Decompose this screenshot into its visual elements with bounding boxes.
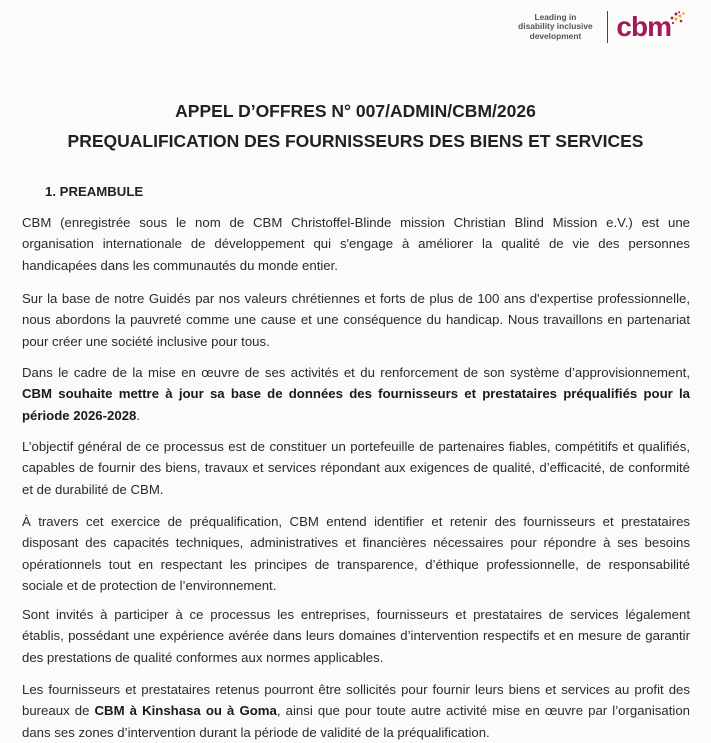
paragraph-5: À travers cet exercice de préqualification, CBM entend identifier et retenir des fournisseurs et prestataires disposant des capacités techniques, administratives et financières nécessaires pour répondre à ses besoins opérationnels tout en respectant les principes de transparence, d’éthique professionnelle, de responsabilité sociale et de protection de l’environnement. [22,514,690,593]
cbm-logo [511,10,671,44]
paragraph-2: Sur la base de notre Guidés par nos valeurs chrétiennes et forts de plus de 100 ans d'expertise professionnelle, nous abordons la pauvreté comme une cause et une conséquence du handicap. Nous travaillons en partenariat pour créer une société inclusive pour tous. [22,291,690,349]
paragraph-7-bold: CBM à Kinshasa ou à Goma [94,703,277,719]
paragraph-7-text: Les fournisseurs et prestataires retenus pourront être sollicités pour fournir leurs biens et services au profit des bureaux de [22,682,690,719]
section-heading-preambule: 1. PREAMBULE [45,184,144,199]
paragraph-3-text: Dans le cadre de la mise en œuvre de ses activités et du renforcement de son système d’approvisionnement, [22,365,690,380]
paragraph-4: L’objectif général de ce processus est de constituer un portefeuille de partenaires fiables, compétitifs et qualifiés, capables de fournir des biens, travaux et services répondant aux exigences de qualité, d’efficacité, de conformité et de durabilité de CBM. [22,439,690,497]
paragraph-3 [22,362,690,426]
brand-wordmark [616,13,671,41]
tagline-line-3: development [529,30,582,41]
paragraph-7-end: , ainsi que pour toute autre activité mise en œuvre par l’organisation dans ses zones d’intervention durant la période de validité de la préqualification. [22,703,690,740]
brand-dots-icon [669,11,685,25]
paragraph-6: Sont invités à participer à ce processus les entreprises, fournisseurs et prestataires de services légalement établis, possédant une expérience avérée dans leurs domaines d’intervention respectifs et en mesure de garantir des prestations de qualité conformes aux normes applicables. [22,607,690,665]
title-line-2: PREQUALIFICATION DES FOURNISSEURS DES BIENS ET SERVICES [67,131,644,151]
title-line-1: APPEL D’OFFRES N° 007/ADMIN/CBM/2026 [175,101,536,121]
paragraph-3-bold: CBM souhaite mettre à jour sa base de données des fournisseurs et prestataires préqualifiés pour la période 2026-2028 [22,386,690,423]
tagline-line-1: Leading in [534,11,577,22]
logo-divider [607,11,608,43]
paragraph-1: CBM (enregistrée sous le nom de CBM Christoffel-Blinde mission Christian Blind Mission e.V.) est une organisation internationale de développement qui s'engage à améliorer la qualité de vie des personnes handicapées dans les communautés du monde entier. [22,215,690,273]
document-title [0,96,711,156]
brand-text: cbm [616,11,671,42]
paragraph-7 [22,679,690,743]
tagline-line-2: disability inclusive [518,21,593,32]
paragraph-3-end: . [136,407,141,423]
logo-tagline [511,13,599,42]
